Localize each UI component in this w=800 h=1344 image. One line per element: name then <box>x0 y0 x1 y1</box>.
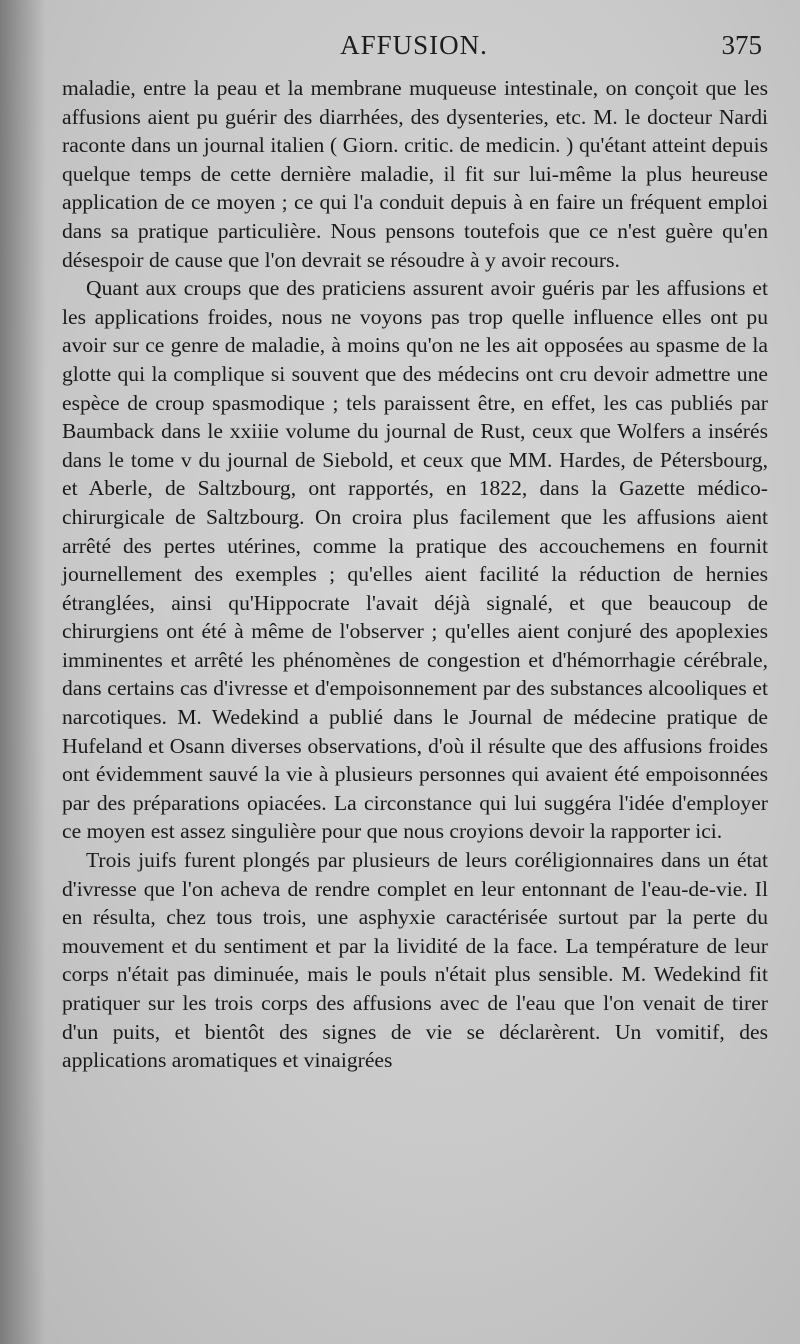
paragraph-trois-juifs: Trois juifs furent plongés par plusieurs de leurs coréligionnaires dans un état d'ivresse que l'on acheva de rendre complet en leur entonnant de l'eau-de-vie. Il en résulta, chez tous trois, une asphyxie caractérisée surtout par la perte du mouvement et du sentiment et par la lividité de la face. La température de leur corps n'était pas diminuée, mais le pouls n'était plus sensible. M. Wedekind fit pratiquer sur les trois corps des affusions avec de l'eau que l'on venait de tirer d'un puits, et bientôt des signes de vie se déclarèrent. Un vomitif, des applications aromatiques et vinaigrées <box>62 848 768 1073</box>
body-text <box>62 74 768 1075</box>
running-title: AFFUSION. <box>340 30 488 60</box>
paragraph-continued: maladie, entre la peau et la membrane muqueuse intestinale, on conçoit que les affusions aient pu guérir des diarrhées, des dysenteries, etc. M. le docteur Nardi raconte dans un journal italien ( Giorn. critic. de medicin. ) qu'étant atteint depuis quelque temps de cette dernière maladie, il fit sur lui-même la plus heureuse application de ce moyen ; ce qui l'a conduit depuis à en faire un fréquent emploi dans sa pratique particulière. Nous pensons toutefois que ce n'est guère qu'en désespoir de cause que l'on devrait se résoudre à y avoir recours. <box>62 76 768 272</box>
page-number: 375 <box>721 30 762 60</box>
paragraph-croups: Quant aux croups que des praticiens assurent avoir guéris par les affusions et les applications froides, nous ne voyons pas trop quelle influence elles ont pu avoir sur ce genre de maladie, à moins qu'on ne les ait opposées au spasme de la glotte qui la complique si souvent que des médecins ont cru devoir admettre une espèce de croup spasmodique ; tels paraissent être, en effet, les cas publiés par Baumback dans le xxiiie volume du journal de Rust, ceux que Wolfers a insérés dans le tome v du journal de Siebold, et ceux que MM. Hardes, de Pétersbourg, et Aberle, de Saltzbourg, ont rapportés, en 1822, dans la Gazette médico-chirurgicale de Saltzbourg. On croira plus facilement que les affusions aient arrêté des pertes utérines, comme la pratique des accouchemens en fournit journellement des exemples ; qu'elles aient facilité la réduction de hernies étranglées, ainsi qu'Hippocrate l'avait déjà signalé, et que beaucoup de chirurgiens ont été à même de l'observer ; qu'elles aient conjuré des apoplexies imminentes et arrêté les phénomènes de congestion et d'hémorrhagie cérébrale, dans certains cas d'ivresse et d'empoisonnement par des substances alcooliques et narcotiques. M. Wedekind a publié dans le Journal de médecine pratique de Hufeland et Osann diverses observations, d'où il résulte que des affusions froides ont évidemment sauvé la vie à plusieurs personnes qui avaient été empoisonnées par des préparations opiacées. La circonstance qui lui suggéra l'idée d'employer ce moyen est assez singulière pour que nous croyions devoir la rapporter ici. <box>62 276 768 844</box>
page-header <box>62 30 766 70</box>
